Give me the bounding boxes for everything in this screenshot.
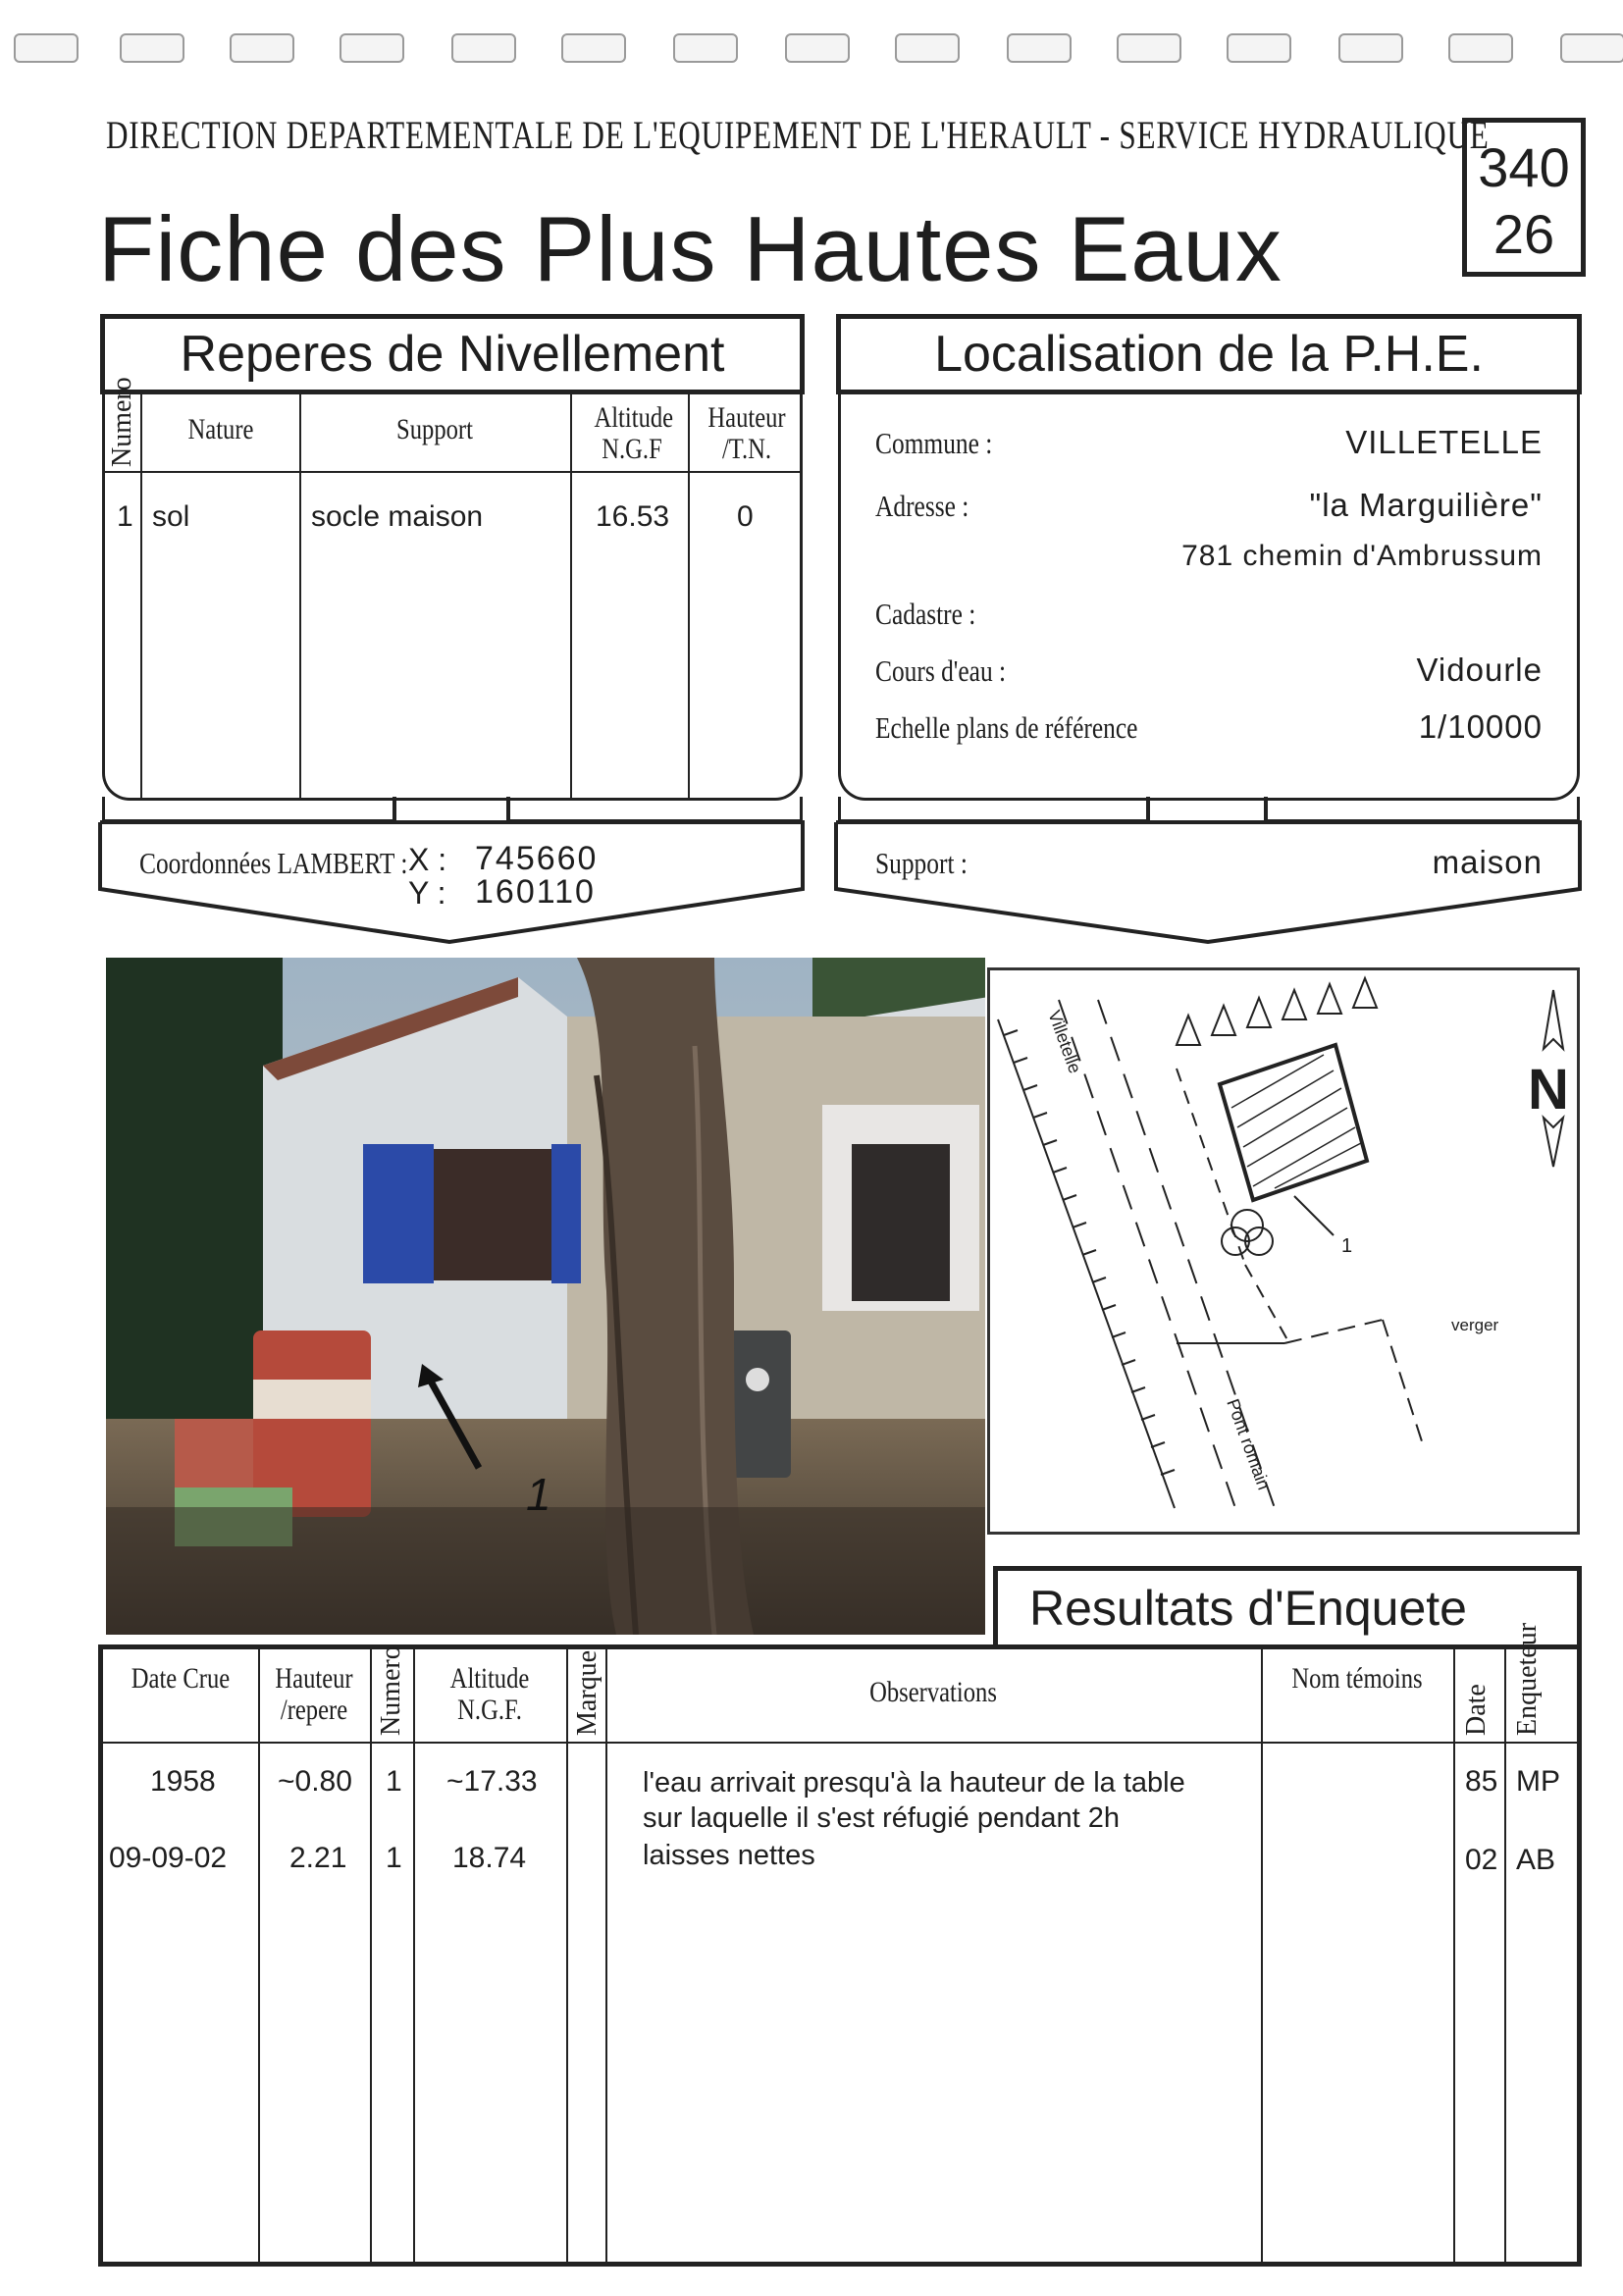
- res-col-marque: Marque: [572, 1649, 602, 1736]
- map-marker-label: 1: [1341, 1235, 1353, 1257]
- department-header: DIRECTION DEPARTEMENTALE DE L'EQUIPEMENT DE L'HERAULT - SERVICE HYDRAULIQUE: [106, 113, 1490, 157]
- adresse-line2: 781 chemin d'Ambrussum: [1181, 540, 1543, 572]
- adresse-line1: "la Marguilière": [1309, 487, 1543, 523]
- reperes-col-nature: Nature: [187, 413, 254, 445]
- north-icon: N: [1528, 1058, 1569, 1122]
- reperes-col-numero: Numero: [107, 377, 137, 467]
- reperes-title: Reperes de Nivellement: [100, 314, 805, 394]
- coord-y-value: 160110: [475, 873, 596, 911]
- binder-holes: [0, 33, 1623, 67]
- coords-label: Coordonnées LAMBERT :: [139, 846, 408, 880]
- res-row2-date-crue: 09-09-02: [109, 1842, 228, 1874]
- sheet-number-bottom: 26: [1492, 203, 1555, 265]
- resultats-table: [98, 1622, 1582, 2267]
- reperes-col-altitude: Altitude N.G.F: [594, 401, 674, 465]
- res-row1-numero: 1: [386, 1765, 402, 1798]
- cadastre-label: Cadastre :: [875, 597, 976, 631]
- res-row1-hauteur: ~0.80: [278, 1765, 352, 1798]
- resultats-title: Resultats d'Enquete: [993, 1566, 1582, 1646]
- reperes-row-numero: 1: [117, 500, 133, 533]
- reperes-table: [102, 377, 803, 801]
- map-field-label: verger: [1451, 1316, 1499, 1334]
- res-row1-date: 85: [1465, 1765, 1498, 1798]
- res-row2-obs-line1: laisses nettes: [643, 1840, 815, 1871]
- support-value: maison: [1432, 844, 1543, 880]
- res-row2-date: 02: [1465, 1844, 1498, 1876]
- coord-x-label: X :: [408, 842, 447, 877]
- reperes-col-hauteur: Hauteur /T.N.: [707, 401, 786, 465]
- res-row1-enqueteur: MP: [1516, 1765, 1560, 1798]
- sheet-number-box: [1462, 118, 1586, 277]
- house-photo: [106, 958, 985, 1635]
- res-col-nom-temoins: Nom témoins: [1291, 1662, 1423, 1695]
- reperes-row-support: socle maison: [311, 500, 484, 533]
- res-row2-numero: 1: [386, 1842, 402, 1874]
- res-row1-altitude: ~17.33: [446, 1765, 538, 1798]
- map-road-pont-romain: Pont romain: [1223, 1396, 1275, 1493]
- res-col-enqueteur: Enqueteur: [1512, 1622, 1543, 1736]
- echelle-label: Echelle plans de référence: [875, 710, 1138, 745]
- coord-x-value: 745660: [475, 840, 599, 877]
- res-col-numero: Numero: [376, 1645, 406, 1736]
- localisation-title: Localisation de la P.H.E.: [836, 314, 1582, 394]
- support-label: Support :: [875, 846, 968, 880]
- reperes-row-nature: sol: [152, 500, 190, 533]
- commune-label: Commune :: [875, 426, 993, 460]
- res-row1-date-crue: 1958: [150, 1765, 216, 1798]
- reperes-col-support: Support: [396, 413, 473, 445]
- res-row1-obs-line2: sur laquelle il s'est réfugié pendant 2h: [643, 1802, 1120, 1834]
- res-col-hauteur: Hauteur /repere: [275, 1662, 353, 1726]
- res-col-date: Date: [1461, 1684, 1492, 1736]
- photo-marker-label: 1: [526, 1469, 551, 1520]
- res-col-date-crue: Date Crue: [131, 1662, 231, 1695]
- commune-value: VILLETELLE: [1345, 424, 1543, 460]
- cours-eau-value: Vidourle: [1416, 652, 1543, 688]
- res-col-altitude: Altitude N.G.F.: [449, 1662, 530, 1726]
- map-road-villetelle: Villetelle: [1044, 1008, 1085, 1076]
- cours-eau-label: Cours d'eau :: [875, 653, 1007, 688]
- sheet-number-top: 340: [1478, 136, 1570, 198]
- location-map: [987, 967, 1580, 1535]
- reperes-row-altitude: 16.53: [596, 500, 670, 533]
- res-row2-altitude: 18.74: [452, 1842, 527, 1874]
- echelle-value: 1/10000: [1418, 708, 1543, 745]
- coord-y-label: Y :: [408, 875, 446, 911]
- adresse-label: Adresse :: [875, 489, 969, 523]
- res-row2-enqueteur: AB: [1516, 1844, 1556, 1876]
- res-row1-obs-line1: l'eau arrivait presqu'à la hauteur de la table: [643, 1767, 1185, 1799]
- res-col-observations: Observations: [869, 1676, 997, 1708]
- res-row2-hauteur: 2.21: [289, 1842, 347, 1874]
- coords-arrow-frame: [96, 818, 807, 946]
- reperes-row-hauteur: 0: [737, 500, 754, 533]
- page-title: Fiche des Plus Hautes Eaux: [98, 197, 1283, 300]
- support-arrow-frame: [832, 818, 1584, 946]
